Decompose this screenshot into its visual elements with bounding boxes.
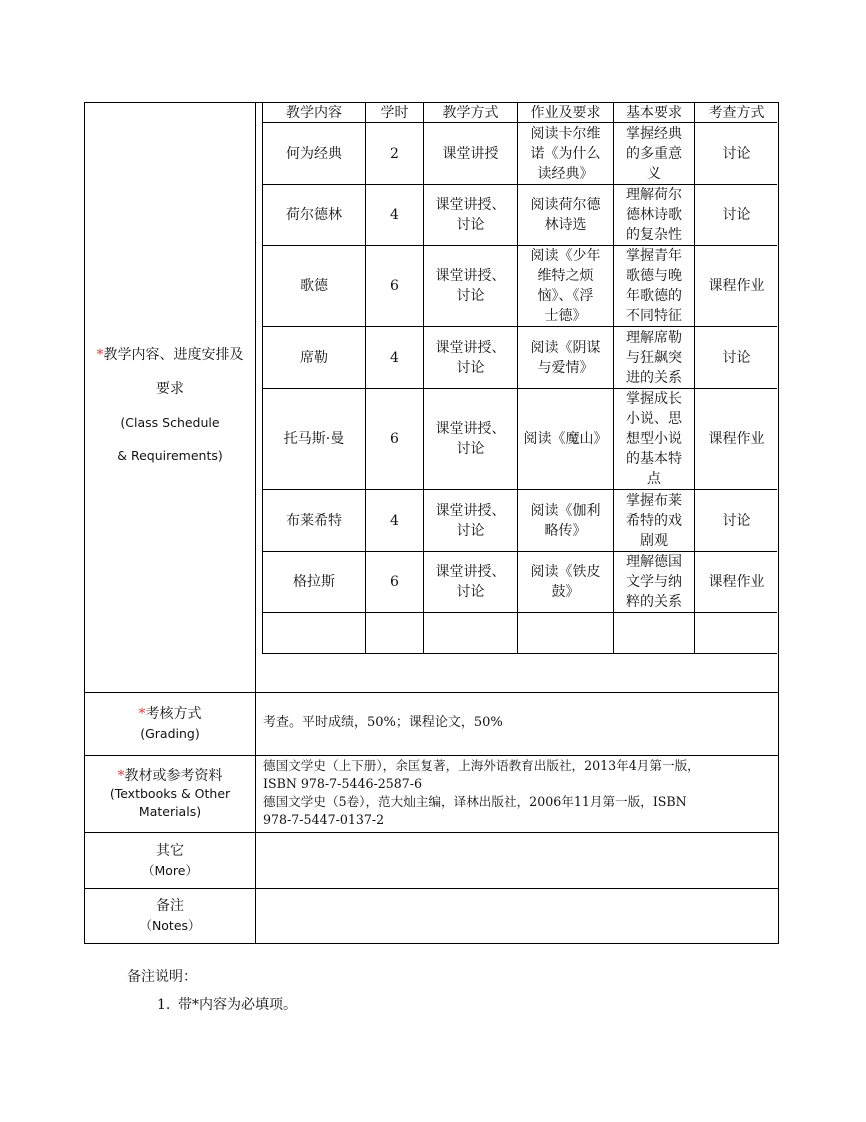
header-homework: 作业及要求 — [530, 104, 601, 121]
table-bottom-border — [84, 943, 779, 944]
row-line — [262, 653, 777, 654]
footer-title: 备注说明： — [127, 969, 197, 985]
schedule-label — [85, 340, 255, 470]
table-cell-homework: 阅读《少年 维特之烦 恼》、《浮 士德》 — [530, 248, 601, 324]
table-cell-method: 课堂讲授、 讨论 — [435, 502, 506, 539]
table-cell-method: 课堂讲授、 讨论 — [435, 421, 506, 457]
table-cell-basic: 掌握青年 歌德与晚 年歌德的 不同特征 — [626, 248, 682, 324]
materials-line: ISBN 978-7-5446-2587-6 — [263, 776, 423, 791]
materials-line: 978-7-5447-0137-2 — [263, 812, 385, 827]
table-cell-basic: 掌握经典 的多重意 义 — [626, 125, 682, 182]
notes-label: 备注 （Notes） — [139, 898, 201, 933]
table-cell-basic: 掌握布莱 希特的戏 剧观 — [626, 492, 682, 549]
footer-item-text: 带*内容为必填项。 — [178, 997, 297, 1013]
table-cell-content: 席勒 — [300, 349, 328, 366]
header-basic: 基本要求 — [626, 104, 682, 121]
table-cell-assessment: 课程作业 — [708, 574, 765, 590]
table-cell-assessment: 讨论 — [722, 512, 751, 529]
table-cell-content: 何为经典 — [286, 145, 342, 162]
table-cell-content: 托马斯·曼 — [283, 431, 345, 447]
schedule-label-en: (Class Schedule & Requirements) — [117, 415, 223, 463]
materials-line: 德国文学史（5卷），范大灿主编，译林出版社，2006年11月第一版，ISBN — [263, 794, 687, 809]
table-cell-assessment: 课程作业 — [708, 278, 765, 294]
table-cell-assessment: 讨论 — [722, 207, 751, 223]
header-hours: 学时 — [380, 104, 409, 121]
table-cell-assessment: 讨论 — [722, 349, 751, 366]
more-label: 其它 （More） — [142, 842, 198, 878]
row-line — [262, 612, 777, 613]
table-cell-hours: 4 — [390, 207, 399, 223]
more-value — [256, 833, 778, 888]
table-cell-basic: 理解德国 文学与纳 粹的关系 — [626, 554, 682, 610]
table-cell-homework: 阅读荷尔德 林诗选 — [530, 197, 601, 233]
table-cell-basic: 理解席勒 与狂飙突 进的关系 — [626, 329, 682, 386]
label-column-divider — [255, 102, 256, 943]
footer-item-number: 1. — [157, 997, 171, 1013]
table-cell-method: 课堂讲授、 讨论 — [435, 197, 506, 233]
table-cell-hours: 4 — [390, 512, 399, 529]
schedule-label-zh: *教学内容、进度安排及 要求 — [96, 347, 244, 397]
table-cell-hours: 6 — [390, 574, 399, 590]
table-cell-homework: 阅读《魔山》 — [523, 431, 608, 447]
table-cell-basic: 掌握成长 小说、思 想型小说 的基本特 点 — [626, 391, 682, 487]
table-cell-hours: 6 — [390, 278, 399, 294]
table-cell-method: 课堂讲授、 讨论 — [435, 268, 506, 304]
materials-value — [263, 757, 777, 829]
table-cell-homework: 阅读《铁皮 鼓》 — [530, 564, 601, 600]
table-cell-homework: 阅读《阴谋 与爱情》 — [530, 339, 601, 376]
table-cell-method: 课堂讲授、 讨论 — [435, 564, 506, 600]
table-cell-hours: 4 — [390, 349, 399, 366]
header-content: 教学内容 — [286, 104, 342, 121]
table-cell-hours: 6 — [390, 431, 399, 447]
materials-line: 德国文学史（上下册），余匡复著，上海外语教育出版社，2013年4月第一版， — [263, 758, 700, 773]
table-cell-hours: 2 — [390, 145, 399, 162]
table-cell-method: 课堂讲授、 讨论 — [435, 339, 506, 376]
materials-label: *教材或参考资料 (Textbooks & Other Materials) — [109, 768, 231, 819]
table-cell-content: 格拉斯 — [293, 574, 335, 590]
table-cell-homework: 阅读《伽利 略传》 — [530, 502, 601, 539]
table-cell-content: 布莱希特 — [286, 512, 342, 529]
table-cell-homework: 阅读卡尔维 诺《为什么 读经典》 — [530, 125, 601, 182]
grading-label: *考核方式 (Grading) — [138, 706, 202, 741]
table-cell-method: 课堂讲授 — [442, 145, 499, 162]
header-method: 教学方式 — [442, 104, 499, 121]
table-cell-content: 歌德 — [300, 278, 328, 294]
table-cell-basic: 理解荷尔 德林诗歌 的复杂性 — [626, 187, 682, 243]
header-assessment: 考查方式 — [708, 104, 765, 121]
table-right-border — [778, 102, 779, 943]
table-cell-assessment: 讨论 — [722, 145, 751, 162]
table-cell-content: 荷尔德林 — [286, 207, 342, 223]
table-cell-assessment: 课程作业 — [708, 431, 765, 447]
grading-value: 考查。平时成绩，50%；课程论文，50% — [263, 715, 503, 730]
notes-value — [256, 889, 778, 943]
